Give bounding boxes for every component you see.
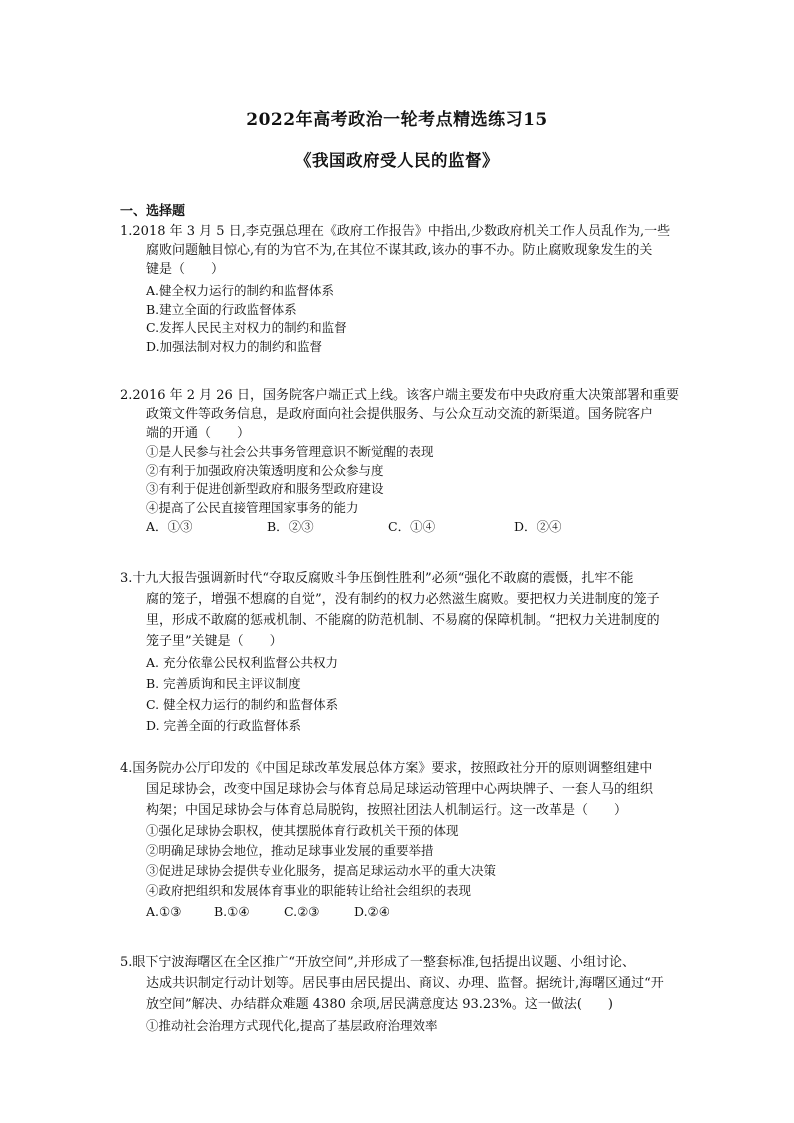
statement-item: ②有利于加强政府决策透明度和公众参与度 xyxy=(146,462,384,478)
question-2 xyxy=(120,386,700,536)
answer-b: B.①④ xyxy=(214,904,250,919)
question-text-line: 政策文件等政务信息，是政府面向社会提供服务、与公众互动交流的新渠道。国务院客户 xyxy=(146,407,654,422)
statement-item: ④政府把组织和发展体育事业的职能转让给社会组织的表现 xyxy=(146,883,472,898)
option-d: D. 完善全面的行政监督体系 xyxy=(146,718,302,733)
answer-choices xyxy=(120,517,700,536)
question-3 xyxy=(120,568,700,736)
option-d: D.加强法制对权力的制约和监督 xyxy=(146,338,323,354)
question-text-line: 腐的笼子，增强不想腐的自觉”，没有制约的权力必然滋生腐败。要把权力关进制度的笼子 xyxy=(146,592,660,607)
statement-item: ①推动社会治理方式现代化,提高了基层政府治理效率 xyxy=(146,1018,438,1033)
question-4 xyxy=(120,758,700,923)
document-subtitle: 《我国政府受人民的监督》 xyxy=(295,151,499,170)
question-5 xyxy=(120,952,700,1036)
answer-b: B．②③ xyxy=(267,519,314,534)
statement-item: ②明确足球协会地位，推动足球事业发展的重要举措 xyxy=(146,843,434,858)
question-text-line: 达成共识制定行动计划等。居民事由居民提出、商议、办理、监督。据统计,海曙区通过“开 xyxy=(146,976,664,991)
statement-item: ①是人民参与社会公共事务管理意识不断觉醒的表现 xyxy=(146,444,434,459)
question-text-line: 放空间”解决、办结群众难题 4380 余项,居民满意度达 93.23%。这一做法( ) xyxy=(146,997,613,1012)
option-a: A. 充分依靠公民权利监督公共权力 xyxy=(146,655,338,670)
answer-c: C．①④ xyxy=(388,519,436,534)
question-text-line: 构架；中国足球协会与体育总局脱钩，按照社团法人机制运行。这一改革是（ ） xyxy=(146,803,628,818)
statement-item: ③促进足球协会提供专业化服务，提高足球运动水平的重大决策 xyxy=(146,863,497,878)
question-text-line: 键是（ ） xyxy=(146,262,225,277)
statement-item: ①强化足球协会职权，使其摆脱体育行政机关干预的体现 xyxy=(146,823,459,838)
question-1 xyxy=(120,222,700,356)
statement-item: ③有利于促进创新型政府和服务型政府建设 xyxy=(146,481,384,496)
answer-a: A．①③ xyxy=(146,519,193,534)
question-text-line: 3.十九大报告强调新时代“夺取反腐败斗争压倒性胜利”必须“强化不敢腐的震慑，扎牢不能 xyxy=(120,571,634,586)
question-text-line: 腐败问题触目惊心,有的为官不为,在其位不谋其政,该办的事不办。防止腐败现象发生的关 xyxy=(146,243,653,258)
question-text-line: 端的开通（ ） xyxy=(146,426,251,441)
question-text-line: 5.眼下宁波海曙区在全区推广“开放空间”,并形成了一整套标准,包括提出议题、小组讨论、 xyxy=(120,955,635,970)
answer-d: D．②④ xyxy=(514,519,562,534)
answer-c: C.②③ xyxy=(284,904,320,919)
question-text-line: 国足球协会，改变中国足球协会与体育总局足球运动管理中心两块牌子、一套人马的组织 xyxy=(146,782,654,797)
question-text-line: 4.国务院办公厅印发的《中国足球改革发展总体方案》要求，按照政社分开的原则调整组建中 xyxy=(120,761,653,776)
answer-a: A.①③ xyxy=(146,904,182,919)
option-a: A.健全权力运行的制约和监督体系 xyxy=(146,283,335,298)
question-text-line: 里，形成不敢腐的惩戒机制、不能腐的防范机制、不易腐的保障机制。“把权力关进制度的 xyxy=(146,613,660,628)
question-text-line: 笼子里”关键是（ ） xyxy=(146,634,283,649)
option-c: C. 健全权力运行的制约和监督体系 xyxy=(146,697,339,712)
document-title: 2022年高考政治一轮考点精选练习15 xyxy=(246,110,548,130)
question-text-line: 1.2018 年 3 月 5 日,李克强总理在《政府工作报告》中指出,少数政府机关工作人员乱作为,一些 xyxy=(120,224,671,239)
option-b: B.建立全面的行政监督体系 xyxy=(146,301,297,317)
answer-choices xyxy=(120,901,700,923)
question-text-line: 2.2016 年 2 月 26 日，国务院客户端正式上线。该客户端主要发布中央政府重大决策部署和重要 xyxy=(120,388,679,403)
statement-item: ④提高了公民直接管理国家事务的能力 xyxy=(146,499,359,515)
answer-d: D.②④ xyxy=(354,904,390,919)
option-b: B. 完善质询和民主评议制度 xyxy=(146,676,301,691)
section-heading: 一、选择题 xyxy=(120,204,186,219)
option-c: C.发挥人民民主对权力的制约和监督 xyxy=(146,320,347,335)
